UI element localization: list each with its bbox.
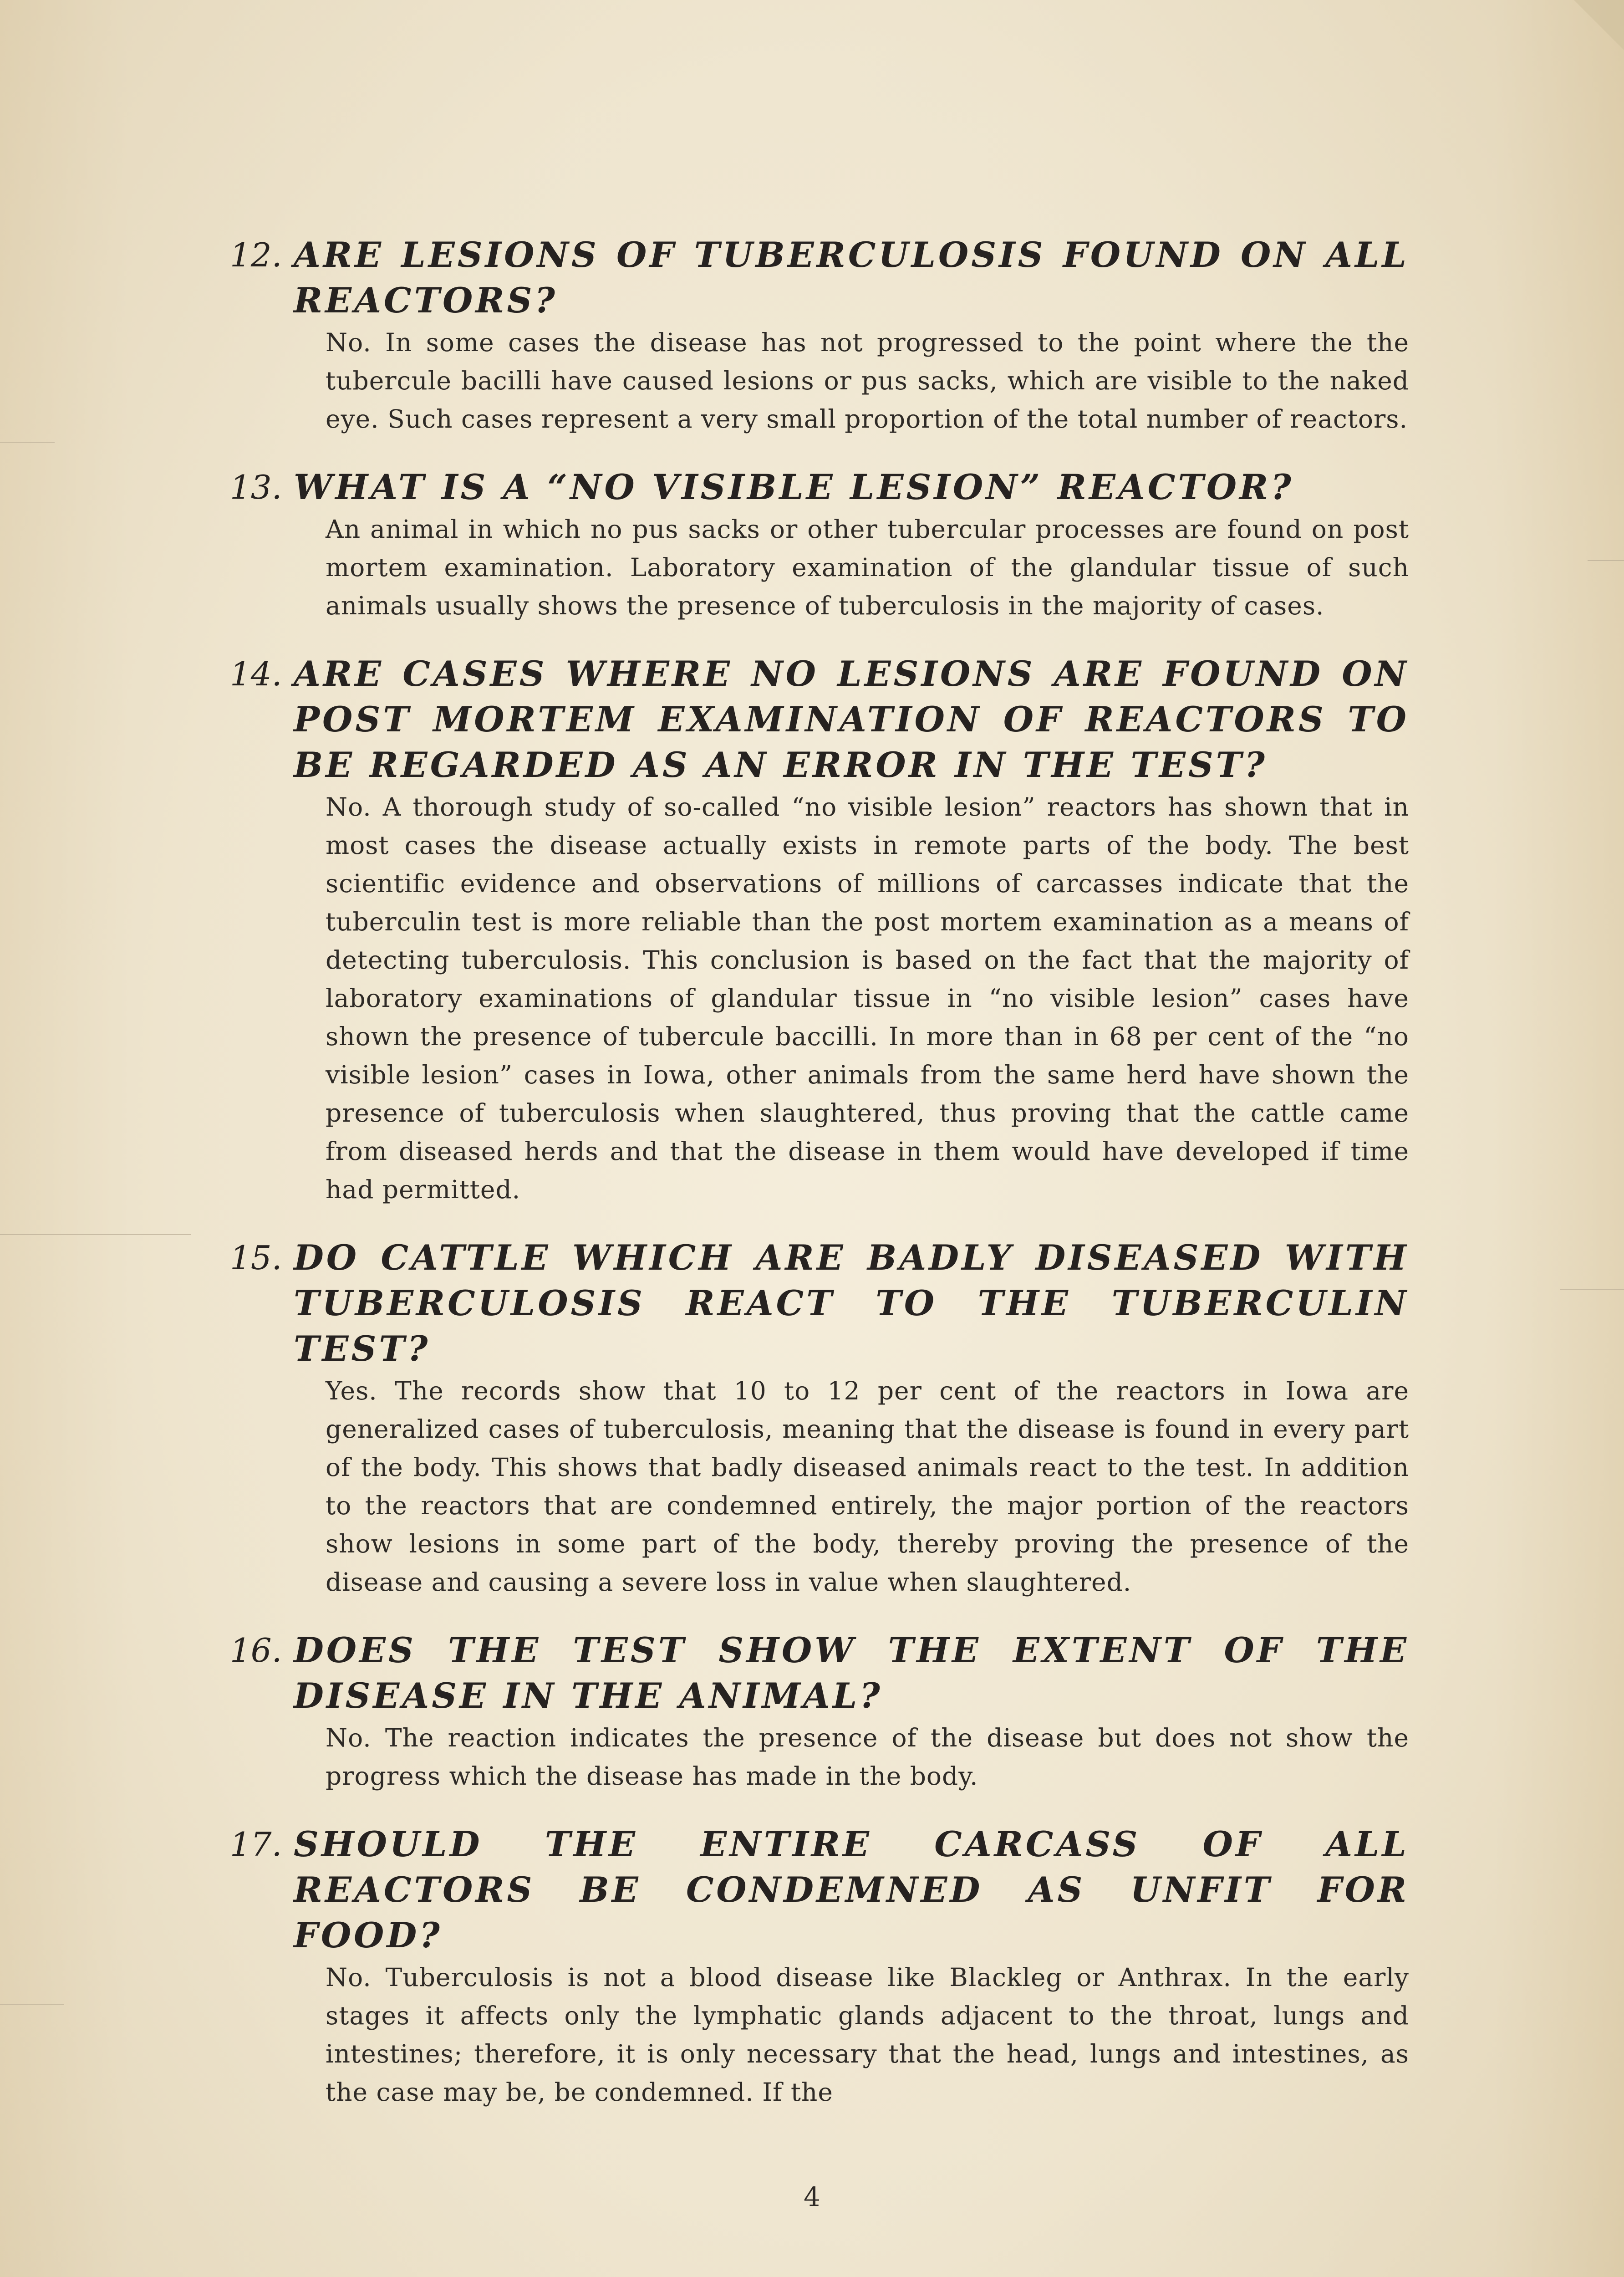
question-number: 15. <box>230 1239 282 1277</box>
right-edge-mark <box>1588 560 1624 561</box>
question-heading <box>230 1235 1409 1372</box>
question-number: 16. <box>230 1631 282 1669</box>
question-heading <box>230 1628 1409 1719</box>
answer-text: No. The reaction indicates the presence of the disease but does not show the progress which the disease has made in the body. <box>326 1723 1409 1791</box>
left-edge-mark <box>0 1234 191 1235</box>
question-text: DO CATTLE WHICH ARE BADLY DISEASED WITH TUBERCULOSIS REACT TO THE TUBERCULIN TEST? <box>294 1237 1409 1369</box>
question-number: 12. <box>230 236 282 274</box>
question-text: WHAT IS A “NO VISIBLE LESION” REACTOR? <box>294 467 1294 507</box>
right-edge-mark <box>1560 1289 1624 1290</box>
questions-list <box>230 232 1409 2111</box>
question-text: ARE LESIONS OF TUBERCULOSIS FOUND ON ALL REACTORS? <box>294 235 1409 321</box>
question-number: 14. <box>230 655 282 693</box>
answer-text: No. A thorough study of so-called “no visible lesion” reactors has shown that in most cases the disease actually exists in remote parts of the body. The best scientific evidence and observations of millions of carcasses indicate that the tuberculin test is more reliable than the post mortem examination as a means of detecting tuberculosis. This conclusion is based on the fact that the majority of laboratory examinations of glandular tissue in “no visible lesion” cases have shown the presence of tubercule baccilli. In more than in 68 per cent of the “no visible lesion” cases in Iowa, other animals from the same herd have shown the presence of tuberculosis when slaughtered, thus proving that the cattle came from diseased herds and that the disease in them would have developed if time had permitted. <box>326 792 1409 1204</box>
left-edge-mark <box>0 2004 64 2005</box>
qa-section-16 <box>230 1628 1409 1795</box>
qa-section-17 <box>230 1822 1409 2111</box>
page-number: 4 <box>804 2181 820 2212</box>
qa-section-12 <box>230 232 1409 438</box>
folded-corner <box>1574 0 1624 50</box>
question-number: 13. <box>230 468 282 506</box>
qa-section-14 <box>230 651 1409 1209</box>
question-text: ARE CASES WHERE NO LESIONS ARE FOUND ON POST MORTEM EXAMINATION OF REACTORS TO BE REGARDED AS AN ERROR IN THE TEST? <box>294 653 1409 785</box>
question-heading <box>230 465 1409 510</box>
answer-text: No. Tuberculosis is not a blood disease like Blackleg or Anthrax. In the early stages it affects only the lymphatic glands adjacent to the throat, lungs and intestines; therefore, it is only necessary that the head, lungs and intestines, as the case may be, be condemned. If the <box>326 1963 1409 2107</box>
qa-section-15 <box>230 1235 1409 1601</box>
question-text: DOES THE TEST SHOW THE EXTENT OF THE DISEASE IN THE ANIMAL? <box>294 1630 1409 1716</box>
question-heading <box>230 1822 1409 1958</box>
qa-section-13 <box>230 465 1409 625</box>
question-heading <box>230 651 1409 788</box>
question-text: SHOULD THE ENTIRE CARCASS OF ALL REACTORS BE CONDEMNED AS UNFIT FOR FOOD? <box>294 1824 1409 1955</box>
answer-text: No. In some cases the disease has not progressed to the point where the the tubercule bacilli have caused lesions or pus sacks, which are visible to the naked eye. Such cases represent a very small proportion of the total number of reactors. <box>326 328 1409 434</box>
answer-text: Yes. The records show that 10 to 12 per cent of the reactors in Iowa are generalized cases of tuberculosis, meaning that the disease is found in every part of the body. This shows that badly diseased animals react to the test. In addition to the reactors that are condemned entirely, the major portion of the reactors show lesions in some part of the body, thereby proving the presence of the disease and causing a severe loss in value when slaughtered. <box>326 1376 1409 1597</box>
answer-text: An animal in which no pus sacks or other tubercular processes are found on post mortem examination. Laboratory examination of the glandular tissue of such animals usually shows the presence of tuberculosis in the majority of cases. <box>326 515 1409 620</box>
question-heading <box>230 232 1409 323</box>
question-number: 17. <box>230 1825 282 1863</box>
left-edge-mark <box>0 442 55 443</box>
